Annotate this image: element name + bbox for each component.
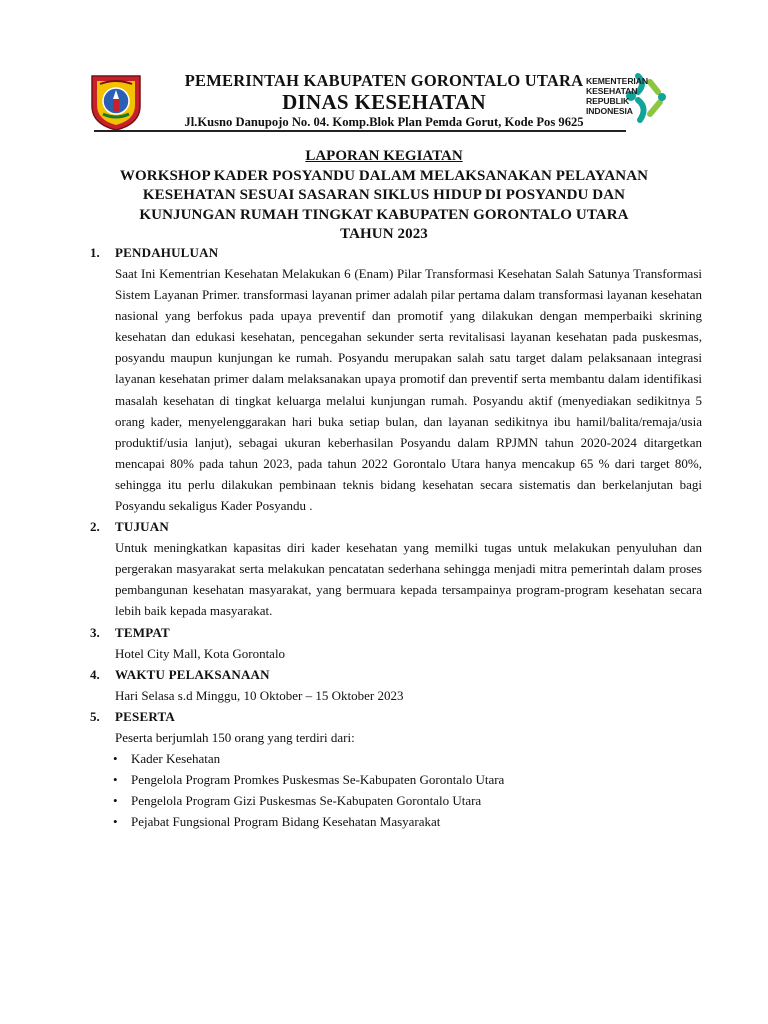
list-item-text: Pengelola Program Gizi Puskesmas Se-Kabupaten Gorontalo Utara bbox=[131, 792, 482, 808]
title-line: KUNJUNGAN RUMAH TINGKAT KABUPATEN GORONTALO UTARA bbox=[139, 206, 629, 223]
letterhead-text bbox=[136, 72, 632, 131]
section-heading bbox=[90, 664, 702, 685]
list-item bbox=[113, 811, 702, 832]
section-heading bbox=[90, 516, 702, 537]
bullet-icon: • bbox=[113, 792, 118, 808]
list-item bbox=[113, 769, 702, 790]
letterhead-divider bbox=[94, 130, 626, 132]
section-body: Saat Ini Kementrian Kesehatan Melakukan 6 (Enam) Pilar Transformasi Kesehatan Salah Satunya Transformasi Sistem Layanan Primer. transformasi layanan primer adalah pilar pertama dalam transformasi layanan kesehatan nasional yang berfokus pada upaya preventif dan promotif yang dilakukan dengan memperbaiki skrining kesehatan dan edukasi kesehatan, pencegahan sekunder serta revitalisasi layanan kesehatan pada puskesmas, posyandu maupun kunjungan ke rumah. Posyandu merupakan salah satu target dalam pelaksanaan integrasi layanan kesehatan primer dalam melaksanakan upaya promotif dan preventif serta membantu dalam identifikasi masalah kesehatan di tingkat keluarga melalui kunjungan rumah. Posyandu aktif (menyediakan sedikitnya 5 orang kader, menyelenggarakan hari buka setiap bulan, dan layanan sedikitnya ibu hamil/balita/remaja/usia produktif/usia lanjut), sebagai ukuran keberhasilan Posyandu dalam RPJMN tahun 2020-2024 ditargetkan mencapai 80% pada tahun 2023, pada tahun 2022 Gorontalo Utara hanya mencakup 65 % dari target 80%, sehingga itu perlu dilakukan pembinaan teknis bidang kesehatan secara sistematis dan berkelanjutan bagi Posyandu sekaligus Kader Posyandu . bbox=[115, 266, 702, 514]
section-number: 2. bbox=[90, 519, 100, 535]
section-body: Untuk meningkatkan kapasitas diri kader kesehatan yang memilki tugas untuk melakukan penyuluhan dan pergerakan masyarakat serta melakukan pencatatan sederhana sehingga menjadi mitra pemerintah dalam proses pembangunan kesehatan masyarakat, yang bermuara kepada tersampainya program-program kesehatan secara lebih baik kepada masyarakat. bbox=[115, 540, 702, 619]
kemenkes-line: KESEHATAN bbox=[586, 86, 638, 96]
section-tujuan bbox=[90, 516, 702, 621]
list-item-text: Pejabat Fungsional Program Bidang Kesehatan Masyarakat bbox=[131, 813, 441, 829]
list-item-text: Kader Kesehatan bbox=[131, 750, 221, 766]
section-heading bbox=[90, 706, 702, 727]
list-item bbox=[113, 748, 702, 769]
title-line: WORKSHOP KADER POSYANDU DALAM MELAKSANAKAN PELAYANAN bbox=[119, 168, 649, 184]
office-name: DINAS KESEHATAN bbox=[282, 90, 486, 114]
section-pendahuluan bbox=[90, 242, 702, 516]
report-title: LAPORAN KEGIATAN bbox=[305, 148, 463, 164]
section-title: PENDAHULUAN bbox=[115, 245, 219, 260]
government-name: PEMERINTAH KABUPATEN GORONTALO UTARA bbox=[184, 71, 584, 90]
section-title: TUJUAN bbox=[115, 519, 169, 535]
section-title: TEMPAT bbox=[115, 624, 170, 640]
kemenkes-line: KEMENTERIAN bbox=[586, 76, 648, 86]
bullet-icon: • bbox=[113, 771, 118, 787]
bullet-icon: • bbox=[113, 750, 118, 766]
section-heading bbox=[90, 242, 702, 263]
section-title: PESERTA bbox=[115, 708, 175, 724]
kemenkes-line: REPUBLIK bbox=[586, 96, 630, 106]
list-item bbox=[113, 790, 702, 811]
section-number: 4. bbox=[90, 666, 100, 682]
section-title: WAKTU PELAKSANAAN bbox=[115, 666, 270, 682]
section-waktu bbox=[90, 664, 702, 706]
section-body: Hari Selasa s.d Minggu, 10 Oktober – 15 Oktober 2023 bbox=[115, 687, 404, 703]
section-peserta bbox=[90, 706, 702, 832]
title-block bbox=[72, 147, 696, 245]
office-address: Jl.Kusno Danupojo No. 04. Komp.Blok Plan Pemda Gorut, Kode Pos 9625 bbox=[184, 115, 584, 129]
kemenkes-label bbox=[586, 76, 648, 116]
title-line: TAHUN 2023 bbox=[340, 226, 428, 243]
bullet-icon: • bbox=[113, 813, 118, 829]
section-number: 1. bbox=[90, 245, 100, 260]
kemenkes-line: INDONESIA bbox=[586, 106, 633, 116]
section-tempat bbox=[90, 622, 702, 664]
list-item-text: Pengelola Program Promkes Puskesmas Se-Kabupaten Gorontalo Utara bbox=[131, 771, 505, 787]
section-body: Peserta berjumlah 150 orang yang terdiri dari: bbox=[115, 729, 355, 745]
participant-list bbox=[113, 748, 702, 832]
section-heading bbox=[90, 622, 702, 643]
report-sections bbox=[90, 242, 702, 832]
section-number: 5. bbox=[90, 708, 100, 724]
title-line: KESEHATAN SESUAI SASARAN SIKLUS HIDUP DI POSYANDU DAN bbox=[142, 187, 626, 204]
section-body: Hotel City Mall, Kota Gorontalo bbox=[115, 645, 286, 661]
section-number: 3. bbox=[90, 624, 100, 640]
